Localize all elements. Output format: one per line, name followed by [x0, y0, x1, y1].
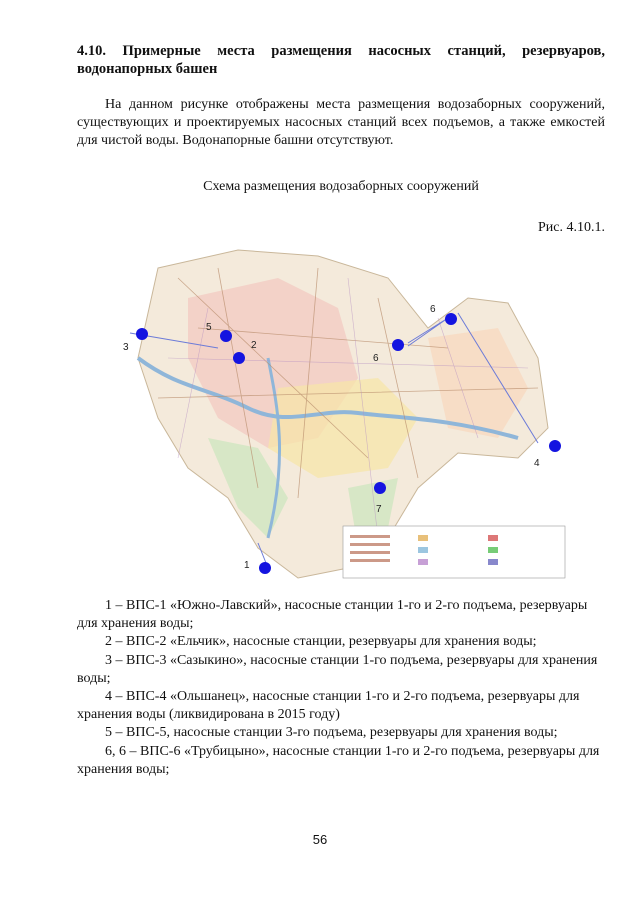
- figure-label: Рис. 4.10.1.: [538, 220, 605, 235]
- map-legend-box: [343, 526, 565, 578]
- legend-item: 1 – ВПС-1 «Южно-Лавский», насосные станции 1-го и 2-го подъема, резервуары для хранения воды;: [77, 598, 588, 631]
- figure-caption: Схема размещения водозаборных сооружений: [203, 179, 479, 194]
- intro-paragraph: На данном рисунке отображены места размещения водозаборных сооружений, существующих и проектируемых насосных станций всех подъемов, а также емкостей для чистой воды. Водонапорные башни отсутствуют.: [77, 97, 605, 148]
- page-number: 56: [312, 832, 328, 847]
- legend-item: 6, 6 – ВПС-6 «Трубицыно», насосные станции 1-го и 2-го подъема, резервуары для хранения воды;: [77, 744, 600, 777]
- station-marker-5: [220, 330, 232, 342]
- station-marker-6a: [445, 313, 457, 325]
- legend-item: 2 – ВПС-2 «Ельчик», насосные станции, резервуары для хранения воды;: [105, 634, 537, 649]
- section-heading: 4.10. Примерные места размещения насосных станций, резервуаров, водонапорных башен: [77, 43, 605, 77]
- marker-label-7: 7: [376, 504, 382, 515]
- marker-label-2: 2: [251, 340, 257, 351]
- station-marker-1: [259, 562, 271, 574]
- city-map-figure: [118, 238, 568, 583]
- station-marker-7: [374, 482, 386, 494]
- legend-item: 4 – ВПС-4 «Ольшанец», насосные станции 1-го и 2-го подъема, резервуары для хранения воды (ликвидирована в 2015 году): [77, 689, 580, 722]
- marker-label-1: 1: [244, 560, 250, 571]
- station-marker-6b: [392, 339, 404, 351]
- station-marker-4: [549, 440, 561, 452]
- station-marker-3: [136, 328, 148, 340]
- marker-label-6a: 6: [430, 304, 436, 315]
- legend-item: 3 – ВПС-3 «Сазыкино», насосные станции 1-го подъема, резервуары для хранения воды;: [77, 653, 598, 686]
- marker-label-5: 5: [206, 322, 212, 333]
- marker-label-3: 3: [123, 342, 129, 353]
- legend-item: 5 – ВПС-5, насосные станции 3-го подъема, резервуары для хранения воды;: [105, 725, 558, 740]
- station-marker-2: [233, 352, 245, 364]
- marker-label-4: 4: [534, 458, 540, 469]
- marker-label-6b: 6: [373, 353, 379, 364]
